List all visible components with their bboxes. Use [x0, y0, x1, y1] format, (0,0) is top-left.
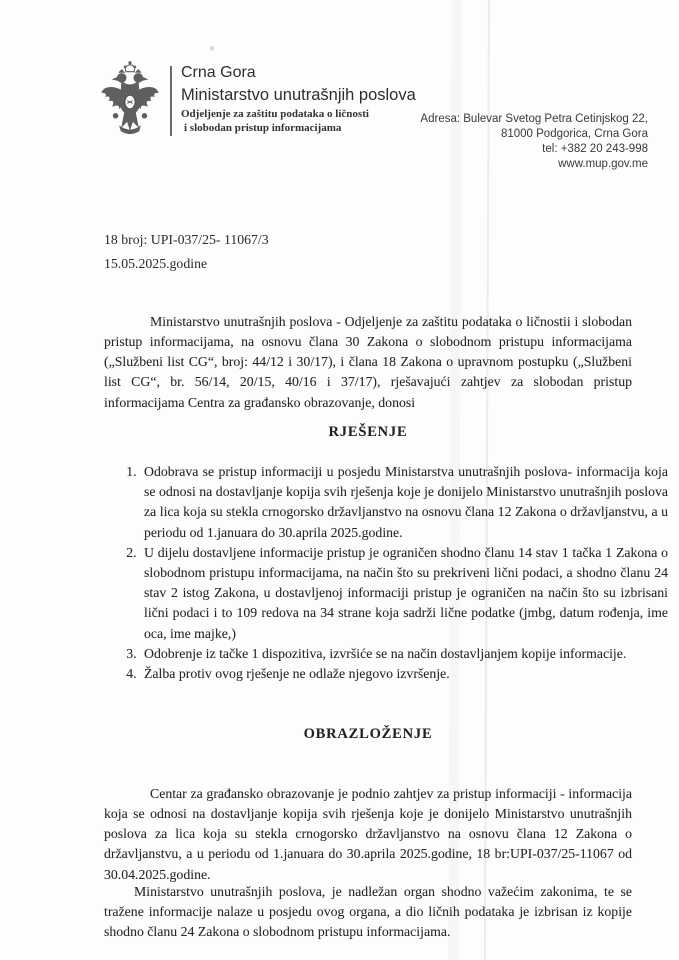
- explanation-paragraph-2: Ministarstvo unutrašnjih poslova, je nadležan organ shodno važećim zakonima, te se tražene informacije nalaze u posjedu ovog organa, a dio ličnih podataka je izbrisan iz kopije shodno članu 24 Zakona o slobodnom pristupu informacijama.: [104, 883, 632, 940]
- department-name-line1: Odjeljenje za zaštitu podataka o ličnosti: [181, 108, 369, 120]
- decision-item-3: 3. Odobrenje iz tačke 1 dispozitiva, izvršiće se na način dostavljanjem kopije informacije.: [140, 644, 668, 664]
- address-city: 81000 Podgorica, Crna Gora: [500, 128, 648, 140]
- reference-date: 15.05.2025.godine: [104, 256, 208, 271]
- letterhead-address-block: [420, 112, 648, 172]
- explanation-heading: OBRAZLOŽENJE: [303, 726, 433, 742]
- decision-item-2: 2. U dijelu dostavljene informacije pristup je ograničen shodno članu 14 stav 1 tačka 1 Zakona o slobodnom pristupu informacijama, na način što su prekriveni lični podaci, a shodno članu 24 stav 2 istog Zakona, u dostavljenoj informaciji pristup je ograničen na način što su izbrisani lični podaci i to 109 redova na 34 strane koja sadrži lične podatke (jmbg, datum rođenja, ime oca, ime majke,): [140, 543, 668, 644]
- decision-item-4: 4. Žalba protiv ovog rješenje ne odlaže njegovo izvršenje.: [140, 664, 668, 684]
- scan-artifact-speck: [210, 46, 214, 51]
- address-phone: tel: +382 20 243-998: [542, 143, 648, 155]
- address-street: Adresa: Bulevar Svetog Petra Cetinjskog 22,: [420, 113, 648, 125]
- explanation-paragraph-1: Centar za građansko obrazovanje je podnio zahtjev za pristup informaciji - informacija koja se odnosi na dostavljanje kopija svih rješenja koje je donijelo Ministarstvo unutrašnjih poslova za lica koja su stekla crnogorsko državljanstvo na osnovu člana 12 Zakona o državljanstvu, a u periodu od 1.januara do 30.aprila 2025.godine, 18 br:UPI-037/25-11067 od 30.04.2025.godine.: [104, 785, 632, 882]
- letterhead-ministry-block: [181, 64, 416, 135]
- country-name: Crna Gora: [181, 64, 256, 81]
- reference-block: [104, 232, 269, 272]
- decision-items-list: [104, 462, 668, 684]
- montenegro-coat-of-arms-icon: [99, 60, 161, 149]
- intro-paragraph: Ministarstvo unutrašnjih poslova - Odjeljenje za zaštitu podataka o ličnostii i slobodan pristup informacijama, na osnovu člana 30 Zakona o slobodnom pristupu informacijama („Službeni list CG“, broj: 44/12 i 30/17), i člana 18 Zakona o upravnom postupku („Službeni list CG“, br. 56/14, 20/15, 40/16 i 37/17), rješavajući zahtjev za slobodan pristup informacijama Centra za građansko obrazovanje, donosi: [104, 313, 632, 410]
- address-website: www.mup.gov.me: [558, 158, 648, 170]
- decision-item-1: 1. Odobrava se pristup informaciji u posjedu Ministarstva unutrašnjih poslova- informacija koja se odnosi na dostavljanje kopija svih rješenja koje je donijelo Ministarstvo unutrašnjih poslova za lica koja su stekla crnogorsko državljanstvo na osnovu člana 12 Zakona o državljanstvu, a u periodu od 1.januara do 30.aprila 2025.godine.: [140, 462, 668, 543]
- letterhead-divider: [170, 66, 172, 136]
- reference-number: 18 broj: UPI-037/25- 11067/3: [104, 232, 269, 247]
- department-name-line2: i slobodan pristup informacijama: [184, 121, 342, 134]
- ministry-name: Ministarstvo unutrašnjih poslova: [181, 86, 416, 104]
- decision-heading: RJEŠENJE: [328, 424, 408, 440]
